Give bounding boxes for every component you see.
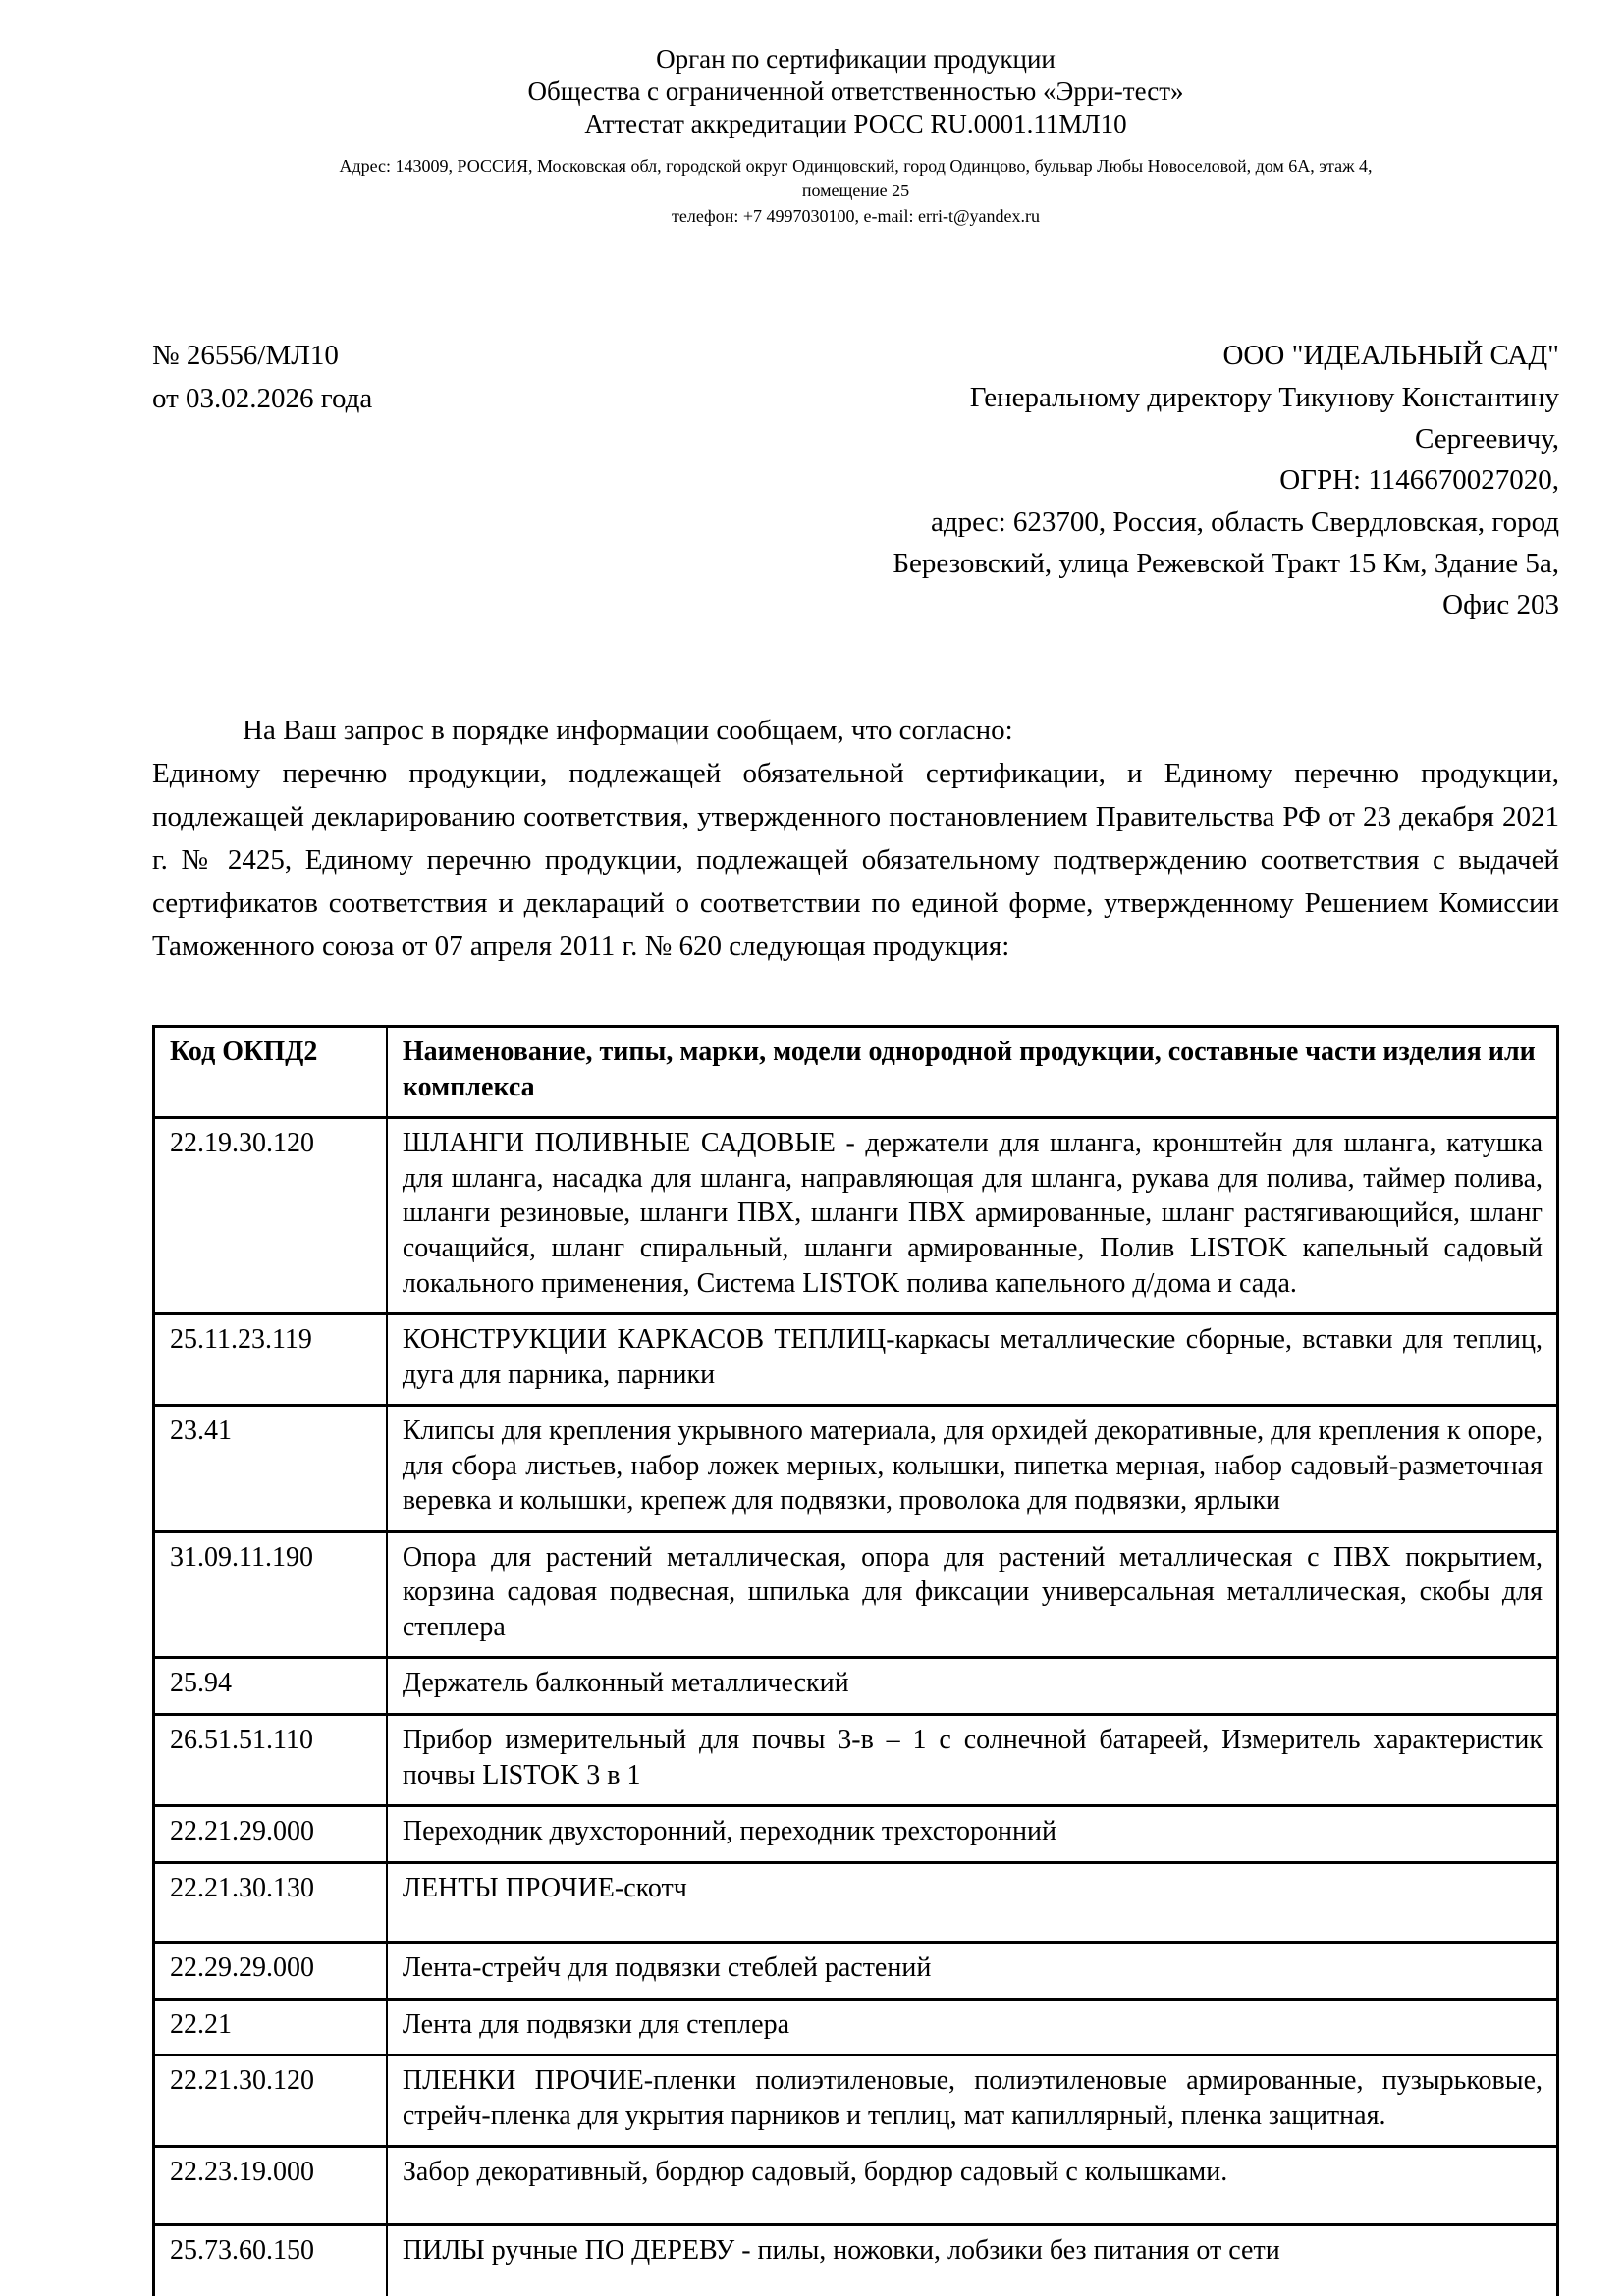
addressee-line: адрес: 623700, Россия, область Свердловская, город: [931, 506, 1559, 538]
table-row: [154, 2056, 1558, 2147]
addressee-line: Березовский, улица Режевской Тракт 15 Км, Здание 5а,: [893, 548, 1559, 580]
header-product-name: Наименование, типы, марки, модели однородной продукции, составные части изделия или комплекса: [387, 1027, 1558, 1118]
table-header-row: [154, 1027, 1558, 1118]
product-name-cell: Опора для растений металлическая, опора для растений металлическая с ПВХ покрытием, корзина садовая подвесная, шпилька для фиксации универсальная металлическая, скобы для степлера: [387, 1531, 1558, 1658]
table-row: [154, 1714, 1558, 1805]
letterhead-address-line2: помещение 25: [801, 181, 910, 201]
table-body: [154, 1118, 1558, 2296]
table-row: [154, 1406, 1558, 1532]
table-row: [154, 1118, 1558, 1314]
okpd-code-cell: 22.19.30.120: [154, 1118, 387, 1314]
header-okpd-code: Код ОКПД2: [154, 1027, 387, 1118]
table-row: [154, 1806, 1558, 1863]
okpd-code-cell: 25.94: [154, 1658, 387, 1715]
table-row: [154, 1943, 1558, 2000]
product-name-cell: ПИЛЫ ручные ПО ДЕРЕВУ - пилы, ножовки, лобзики без питания от сети: [387, 2224, 1558, 2296]
letterhead-contacts: [152, 154, 1559, 230]
okpd-code-cell: 25.73.60.150: [154, 2224, 387, 2296]
letterhead-accreditation: Аттестат аккредитации РОСС RU.0001.11МЛ10: [584, 108, 1127, 138]
product-name-cell: ПЛЕНКИ ПРОЧИЕ-пленки полиэтиленовые, полиэтиленовые армированные, пузырьковые, стрейч-пленка для укрытия парников и теплиц, мат капиллярный, пленка защитная.: [387, 2056, 1558, 2147]
addressee-line: Генеральному директору Тикунову Константину: [969, 381, 1559, 413]
product-name-cell: Лента-стрейч для подвязки стеблей растений: [387, 1943, 1558, 2000]
products-table: [152, 1025, 1559, 2296]
addressee-line: ОГРН: 1146670027020,: [1279, 464, 1559, 497]
okpd-code-cell: 22.21.30.120: [154, 2056, 387, 2147]
letter-date: от 03.02.2026 года: [152, 382, 373, 414]
product-name-cell: Забор декоративный, бордюр садовый, бордюр садовый с колышками.: [387, 2147, 1558, 2225]
product-name-cell: Держатель балконный металлический: [387, 1658, 1558, 1715]
table-row: [154, 1862, 1558, 1943]
okpd-code-cell: 31.09.11.190: [154, 1531, 387, 1658]
okpd-code-cell: 22.29.29.000: [154, 1943, 387, 2000]
table-row: [154, 1999, 1558, 2056]
okpd-code-cell: 25.11.23.119: [154, 1314, 387, 1406]
letterhead-org-type: Орган по сертификации продукции: [656, 44, 1056, 74]
letterhead-phone-email: телефон: +7 4997030100, e-mail: erri-t@yandex.ru: [672, 205, 1040, 226]
okpd-code-cell: 22.21: [154, 1999, 387, 2056]
addressee-line: ООО "ИДЕАЛЬНЫЙ САД": [1222, 340, 1559, 372]
addressee-block: [828, 335, 1559, 625]
product-name-cell: Переходник двухсторонний, переходник трехсторонний: [387, 1806, 1558, 1863]
letter-number: № 26556/МЛ10: [152, 340, 339, 372]
addressee-line: Офис 203: [1442, 589, 1559, 621]
okpd-code-cell: 26.51.51.110: [154, 1714, 387, 1805]
letterhead-org-name: Общества с ограниченной ответственностью «Эрри-тест»: [527, 76, 1184, 106]
table-row: [154, 1531, 1558, 1658]
letterhead: [152, 43, 1559, 229]
product-name-cell: Прибор измерительный для почвы 3-в – 1 с солнечной батареей, Измеритель характеристик почвы LISTOK 3 в 1: [387, 1714, 1558, 1805]
product-name-cell: ЛЕНТЫ ПРОЧИЕ-скотч: [387, 1862, 1558, 1943]
reference-block: [152, 335, 372, 420]
product-name-cell: ШЛАНГИ ПОЛИВНЫЕ САДОВЫЕ - держатели для шланга, кронштейн для шланга, катушка для шланга, насадка для шланга, направляющая для шланга, рукава для полива, таймер полива, шланги резиновые, шланги ПВХ, шланги ПВХ армированные, шланг растягивающийся, шланг сочащийся, шланг спиральный, шланги армированные, Полив LISTOK капельный садовый локального применения, Система LISTOK полива капельного д/дома и сада.: [387, 1118, 1558, 1314]
table-row: [154, 1314, 1558, 1406]
table-header: [154, 1027, 1558, 1118]
okpd-code-cell: 23.41: [154, 1406, 387, 1532]
reference-and-addressee: [152, 335, 1559, 625]
okpd-code-cell: 22.23.19.000: [154, 2147, 387, 2225]
okpd-code-cell: 22.21.30.130: [154, 1862, 387, 1943]
addressee-line: Сергеевичу,: [1415, 423, 1559, 455]
main-paragraph: Единому перечню продукции, подлежащей обязательной сертификации, и Единому перечню продукции, подлежащей декларированию соответствия, утвержденного постановлением Правительства РФ от 23 декабря 2021 г. № 2425, Единому перечню продукции, подлежащей обязательному подтверждению соответствия с выдачей сертификатов соответствия и деклараций о соответствии по единой форме, утвержденному Решением Комиссии Таможенного союза от 07 апреля 2011 г. № 620 следующая продукция:: [152, 757, 1559, 963]
product-name-cell: Клипсы для крепления укрывного материала, для орхидей декоративные, для крепления к опоре, для сбора листьев, набор ложек мерных, колышки, пипетка мерная, набор садовый-разметочная веревка и колышки, крепеж для подвязки, проволока для подвязки, ярлыки: [387, 1406, 1558, 1532]
table-row: [154, 1658, 1558, 1715]
letterhead-address-line1: Адрес: 143009, РОССИЯ, Московская обл, городской округ Одинцовский, город Одинцово, бульвар Любы Новоселовой, дом 6А, этаж 4,: [339, 155, 1373, 176]
okpd-code-cell: 22.21.29.000: [154, 1806, 387, 1863]
intro-sentence: На Ваш запрос в порядке информации сообщаем, что согласно:: [243, 714, 1013, 746]
product-name-cell: Лента для подвязки для степлера: [387, 1999, 1558, 2056]
product-name-cell: КОНСТРУКЦИИ КАРКАСОВ ТЕПЛИЦ-каркасы металлические сборные, вставки для теплиц, дуга для парника, парники: [387, 1314, 1558, 1406]
table-row: [154, 2147, 1558, 2225]
table-row: [154, 2224, 1558, 2296]
